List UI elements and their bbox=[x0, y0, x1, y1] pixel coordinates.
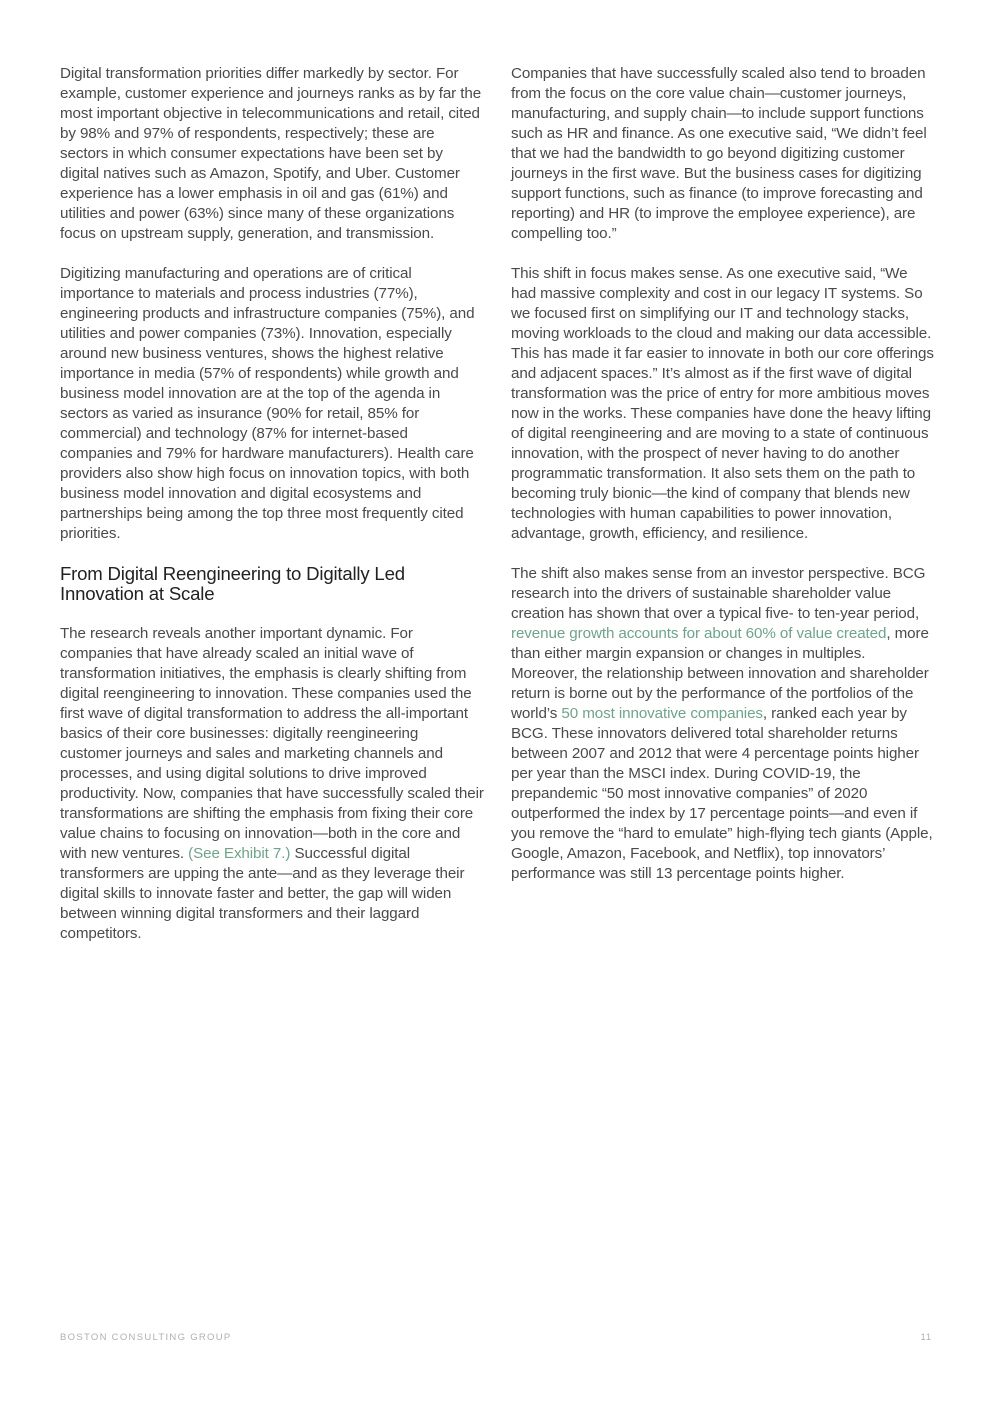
right-column bbox=[511, 64, 935, 904]
paragraph-sector-priorities: Digital transformation priorities differ markedly by sector. For example, customer experience and journeys ranks as by far the most important objective in telecommunications and retail, cited by 98% and 97% of respondents, respectively; these are sectors in which consumer expectations have been set by digital natives such as Amazon, Spotify, and Uber. Customer experience has a lower emphasis in oil and gas (61%) and utilities and power (63%) since many of these organizations focus on upstream supply, generation, and transmission. bbox=[60, 65, 482, 242]
paragraph-text-a: The shift also makes sense from an investor perspective. BCG research into the drivers of sustainable shareholder value creation has shown that over a typical five- to ten-year period, bbox=[511, 565, 926, 622]
paragraph-text-c: , ranked each year by BCG. These innovators delivered total shareholder returns between 2007 and 2012 that were 4 percentage points higher per year than the MSCI index. During COVID-19, the prepandemic “50 most innovative companies” of 2020 outperformed the index by 17 percentage points—and even if you remove the “hard to emulate” high-flying tech giants (Apple, Google, Amazon, Facebook, and Netflix), top innovators’ performance was still 13 percentage points higher. bbox=[511, 705, 933, 882]
paragraph-manufacturing-innovation: Digitizing manufacturing and operations are of critical importance to materials and process industries (77%), engineering products and infrastructure companies (75%), and utilities and power companies (73%). Innovation, especially around new business ventures, shows the highest relative importance in media (57% of respondents) while growth and business model innovation are at the top of the agenda in sectors as varied as insurance (90% for retail, 85% for commercial) and technology (87% for internet-based companies and 79% for hardware manufacturers). Health care providers also show high focus on innovation topics, with both business model innovation and digital ecosystems and partnerships being among the top three most frequently cited priorities. bbox=[60, 265, 475, 542]
footer-publisher: BOSTON CONSULTING GROUP bbox=[60, 1332, 232, 1343]
section-heading: From Digital Reengineering to Digitally Led Innovation at Scale bbox=[60, 563, 405, 604]
paragraph-research-dynamic bbox=[60, 624, 484, 944]
exhibit-link[interactable]: (See Exhibit 7.) bbox=[188, 845, 291, 862]
paragraph-investor-perspective bbox=[511, 564, 935, 884]
innovative-companies-link[interactable]: 50 most innovative companies bbox=[561, 705, 763, 722]
left-column bbox=[60, 64, 484, 964]
page-number: 11 bbox=[920, 1332, 932, 1343]
paragraph-shift-in-focus: This shift in focus makes sense. As one executive said, “We had massive complexity and cost in our legacy IT systems. So we focused first on simplifying our IT and technology stacks, moving workloads to the cloud and making our data accessible. This has made it far easier to innovate in both our core offerings and adjacent spaces.” It’s almost as if the first wave of digital transformation was the price of entry for more ambitious moves now in the works. These companies have done the heavy lifting of digital reengineering and are moving to a state of continuous innovation, with the prospect of never having to do another programmatic transformation. It also sets them on the path to becoming truly bionic—the kind of company that blends new technologies with human capabilities to power innovation, advantage, growth, efficiency, and resilience. bbox=[511, 265, 934, 542]
paragraph-text-tail: Successful digital transformers are upping the ante—and as they leverage their digital skills to innovate faster and better, the gap will widen between winning digital transformers and their laggard competitors. bbox=[60, 845, 465, 942]
revenue-growth-link[interactable]: revenue growth accounts for about 60% of value created bbox=[511, 625, 887, 642]
paragraph-text-b: , more than either margin expansion or changes in multiples. Moreover, the relationship between innovation and shareholder return is borne out by the performance of the portfolios of the world’s bbox=[511, 625, 929, 722]
paragraph-text: The research reveals another important dynamic. For companies that have already scaled an initial wave of transformation initiatives, the emphasis is clearly shifting from digital reengineering to innovation. These companies used the first wave of digital transformation to address the all-important basics of their core businesses: digitally reengineering customer journeys and sales and marketing channels and processes, and using digital solutions to drive improved productivity. Now, companies that have successfully scaled their transformations are shifting the emphasis from fixing their core value chains to focusing on innovation—both in the core and with new ventures. bbox=[60, 625, 484, 862]
paragraph-support-functions: Companies that have successfully scaled also tend to broaden from the focus on the core value chain—customer journeys, manufacturing, and supply chain—to include support functions such as HR and finance. As one executive said, “We didn’t feel that we had the bandwidth to go beyond digitizing customer journeys in the first wave. But the business cases for digitizing support functions, such as finance (to improve forecasting and reporting) and HR (to improve the employee experience), are compelling too.” bbox=[511, 65, 927, 242]
